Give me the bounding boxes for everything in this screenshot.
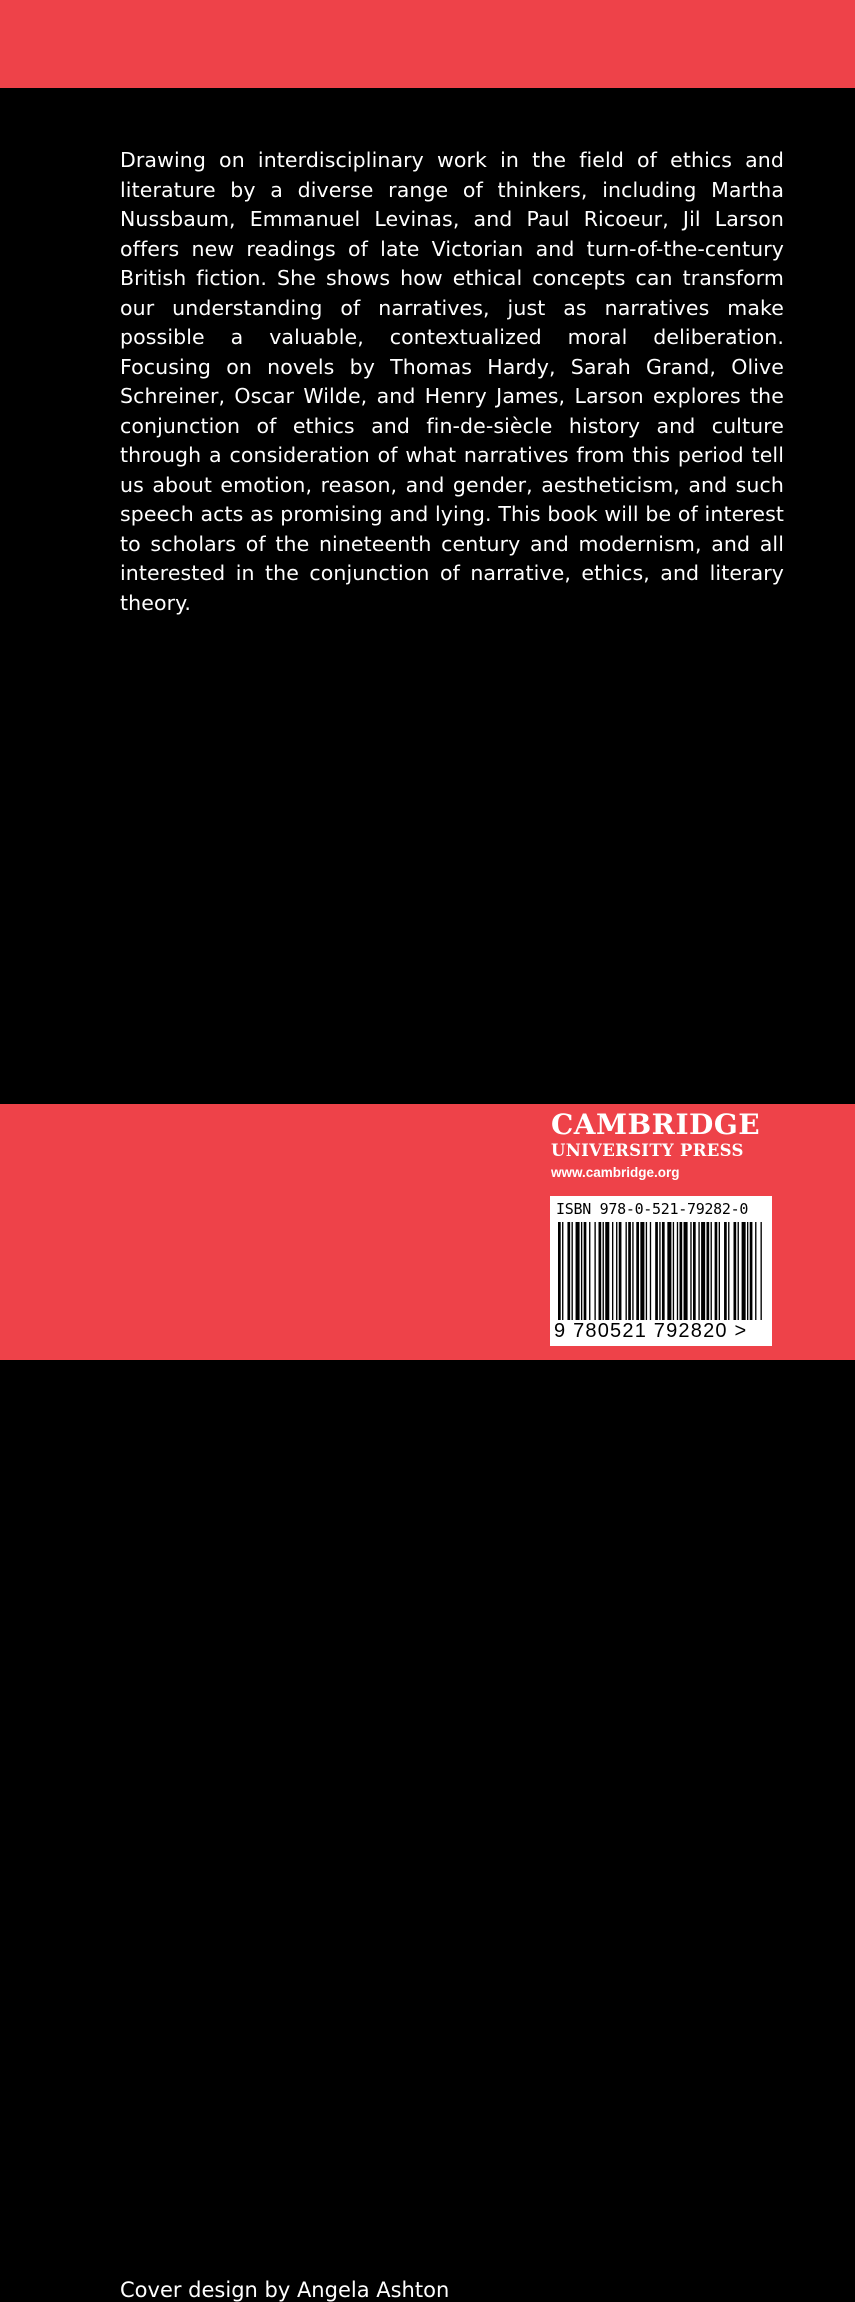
barcode-stripe — [594, 1222, 595, 1320]
barcode-stripe — [626, 1222, 627, 1320]
blurb-text: Drawing on interdisciplinary work in the field of ethics and literature by a diverse range of thinkers, including Martha Nussbaum, Emmanuel Levinas, and Paul Ricoeur, Jil Larson offers new readings of late Victorian and turn-of-the-century British fiction. She shows how ethical concepts can transform our understanding of narratives, just as narratives make possible a valuable, contextualized moral deliberation. Focusing on novels by Thomas Hardy, Sarah Grand, Olive Schreiner, Oscar Wilde, and Henry James, Larson explores the conjunction of ethics and fin-de-siècle history and culture through a consideration of what narratives from this period tell us about emotion, reason, and gender, aestheticism, and such speech acts as promising and lying. This book will be of interest to scholars of the nineteenth century and modernism, and all interested in the conjunction of narrative, ethics, and literary theory. — [120, 148, 784, 615]
bottom-red-band — [0, 1104, 855, 2302]
barcode-stripe — [750, 1222, 753, 1320]
barcode-stripe — [673, 1222, 674, 1320]
barcode-stripe — [632, 1222, 633, 1320]
barcode-stripe — [650, 1222, 651, 1320]
barcode-stripe — [667, 1222, 671, 1320]
barcode-stripe — [707, 1222, 710, 1320]
barcode-stripe — [761, 1222, 762, 1320]
barcode-stripe — [562, 1222, 563, 1320]
barcode-stripe — [605, 1222, 609, 1320]
barcode-stripe — [724, 1222, 727, 1320]
cover-design-credit: Cover design by Angela Ashton — [120, 2278, 450, 2302]
barcode-stripe — [662, 1222, 665, 1320]
barcode-stripe — [558, 1222, 561, 1320]
publisher-name: CAMBRIDGE — [551, 1108, 761, 1141]
barcode-stripe — [684, 1222, 688, 1320]
barcode-stripe — [680, 1222, 683, 1320]
barcode-stripe — [715, 1222, 718, 1320]
barcode-stripe — [640, 1222, 644, 1320]
isbn-label: ISBN 978-0-521-79282-0 — [556, 1200, 749, 1218]
barcode-stripe — [599, 1222, 602, 1320]
barcode-stripe — [603, 1222, 604, 1320]
barcode-stripe — [659, 1222, 660, 1320]
barcode-stripe — [755, 1222, 756, 1320]
barcode-stripe — [576, 1222, 580, 1320]
barcode-stripe — [646, 1222, 647, 1320]
barcode-stripe — [738, 1222, 739, 1320]
barcode-stripe — [734, 1222, 737, 1320]
barcode-block — [550, 1196, 772, 1346]
barcode-stripe — [572, 1222, 573, 1320]
publisher-url: www.cambridge.org — [551, 1165, 680, 1180]
barcode-icon — [554, 1222, 768, 1320]
barcode-stripe — [719, 1222, 720, 1320]
barcode-stripe — [589, 1222, 590, 1320]
barcode-stripe — [701, 1222, 705, 1320]
barcode-stripe — [567, 1222, 570, 1320]
barcode-stripe — [655, 1222, 658, 1320]
barcode-stripe — [616, 1222, 617, 1320]
publisher-logo — [551, 1109, 781, 1183]
top-red-band — [0, 0, 855, 88]
barcode-stripe — [581, 1222, 582, 1320]
barcode-digits: 9 780521 792820 > — [554, 1320, 748, 1342]
barcode-stripe — [584, 1222, 587, 1320]
barcode-stripe — [742, 1222, 746, 1320]
barcode-stripe — [690, 1222, 691, 1320]
barcode-stripe — [693, 1222, 696, 1320]
barcode-stripe — [728, 1222, 729, 1320]
barcode-stripe — [636, 1222, 639, 1320]
publisher-subtitle: UNIVERSITY PRESS — [551, 1141, 744, 1160]
barcode-stripe — [619, 1222, 622, 1320]
barcode-stripe — [747, 1222, 748, 1320]
barcode-stripe — [698, 1222, 699, 1320]
barcode-stripe — [612, 1222, 613, 1320]
barcode-stripe — [711, 1222, 712, 1320]
barcode-stripe — [628, 1222, 631, 1320]
barcode-stripe — [677, 1222, 678, 1320]
